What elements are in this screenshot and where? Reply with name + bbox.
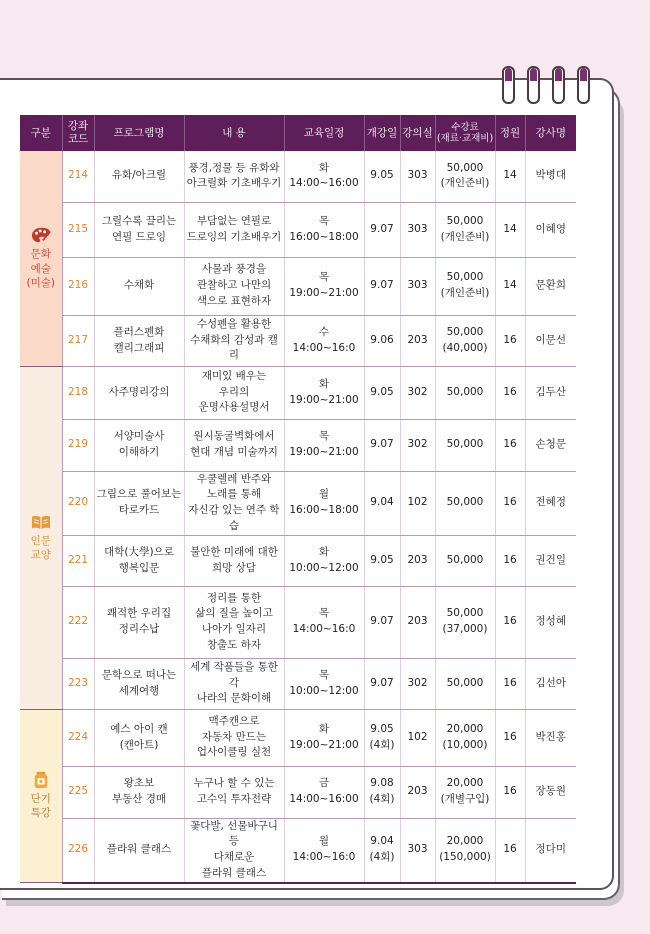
schedule-cell: 목 16:00~18:00 [284,202,364,257]
header-content: 내 용 [184,115,284,151]
room-cell: 302 [400,366,435,419]
schedule-cell: 화 19:00~21:00 [284,366,364,419]
start-date-cell: 9.04 [364,471,400,535]
program-name-cell: 대학(大學)으로 행복입문 [94,535,184,586]
palette-icon [22,226,60,244]
course-code-cell: 216 [62,257,94,315]
content-cell: 부담없는 연필로 드로잉의 기초배우기 [184,202,284,257]
schedule-cell: 수 14:00~16:0 [284,315,364,366]
content-cell: 꽃다발, 선물바구니 등 다채로운 플라워 클래스 [184,818,284,883]
instructor-cell: 손청문 [525,419,576,471]
start-date-cell: 9.06 [364,315,400,366]
program-name-cell: 그릴수록 끌리는 연필 드로잉 [94,202,184,257]
jar-icon [22,771,60,789]
room-cell: 203 [400,535,435,586]
program-name-cell: 플러스펜화 캘리그래피 [94,315,184,366]
table-row [20,471,576,535]
table-row [20,202,576,257]
course-code-cell: 214 [62,151,94,202]
capacity-cell: 16 [495,818,525,883]
content-cell: 수성펜을 활용한 수채화의 감성과 캘리 [184,315,284,366]
table-row [20,818,576,883]
schedule-cell: 화 19:00~21:00 [284,709,364,766]
fee-cell: 50,000 (40,000) [435,315,495,366]
content-cell: 사물과 풍경을 관찰하고 나만의 색으로 표현하자 [184,257,284,315]
instructor-cell: 장동원 [525,766,576,818]
fee-cell: 20,000 (150,000) [435,818,495,883]
table-row [20,151,576,202]
fee-cell: 50,000 [435,658,495,709]
capacity-cell: 16 [495,535,525,586]
content-cell: 풍경,정물 등 유화와 아크릴화 기초배우기 [184,151,284,202]
course-code-cell: 224 [62,709,94,766]
fee-cell: 50,000 (37,000) [435,586,495,658]
course-code-cell: 217 [62,315,94,366]
course-code-cell: 226 [62,818,94,883]
schedule-cell: 목 14:00~16:0 [284,586,364,658]
category-label: 인문 교양 [30,534,51,561]
category-label: 단기 특강 [30,793,51,820]
schedule-cell: 화 10:00~12:00 [284,535,364,586]
fee-cell: 50,000 [435,471,495,535]
table-row [20,257,576,315]
program-name-cell: 유화/아크릴 [94,151,184,202]
table-row [20,366,576,419]
program-name-cell: 사주명리강의 [94,366,184,419]
room-cell: 203 [400,766,435,818]
table-row [20,419,576,471]
fee-cell: 50,000 (개인준비) [435,151,495,202]
capacity-cell: 16 [495,709,525,766]
schedule-cell: 목 19:00~21:00 [284,419,364,471]
start-date-cell: 9.08 (4회) [364,766,400,818]
room-cell: 303 [400,151,435,202]
start-date-cell: 9.05 [364,535,400,586]
binder-ring-icon [527,66,540,104]
header-schedule: 교육일정 [284,115,364,151]
table-row [20,535,576,586]
start-date-cell: 9.07 [364,257,400,315]
category-cell [20,366,62,709]
header-instructor: 강사명 [525,115,576,151]
instructor-cell: 이문선 [525,315,576,366]
table-row [20,766,576,818]
instructor-cell: 정성혜 [525,586,576,658]
capacity-cell: 16 [495,586,525,658]
room-cell: 303 [400,257,435,315]
header-course-code: 강좌 코드 [62,115,94,151]
capacity-cell: 16 [495,366,525,419]
start-date-cell: 9.07 [364,586,400,658]
header-category: 구분 [20,115,62,151]
content-cell: 재미있 배우는 우리의 운명사용설명서 [184,366,284,419]
instructor-cell: 박진홍 [525,709,576,766]
content-cell: 세계 작품들을 통한 각 나라의 문화이해 [184,658,284,709]
instructor-cell: 박병대 [525,151,576,202]
program-name-cell: 수채화 [94,257,184,315]
room-cell: 203 [400,586,435,658]
schedule-cell: 월 16:00~18:00 [284,471,364,535]
content-cell: 원시동굴벽화에서 현대 개념 미술까지 [184,419,284,471]
capacity-cell: 16 [495,471,525,535]
instructor-cell: 권건일 [525,535,576,586]
schedule-cell: 목 19:00~21:00 [284,257,364,315]
fee-cell: 20,000 (10,000) [435,709,495,766]
fee-cell: 20,000 (개별구입) [435,766,495,818]
fee-cell: 50,000 [435,419,495,471]
binder-ring-icon [552,66,565,104]
instructor-cell: 김선아 [525,658,576,709]
header-start-date: 개강일 [364,115,400,151]
table-row [20,709,576,766]
header-program-name: 프로그램명 [94,115,184,151]
table-row [20,586,576,658]
capacity-cell: 16 [495,419,525,471]
content-cell: 맥주캔으로 자동차 만드는 업사이클링 실천 [184,709,284,766]
instructor-cell: 이혜영 [525,202,576,257]
program-name-cell: 그림으로 풀어보는 타로카드 [94,471,184,535]
course-code-cell: 223 [62,658,94,709]
open-book-icon [22,513,60,531]
capacity-cell: 14 [495,257,525,315]
capacity-cell: 14 [495,151,525,202]
content-cell: 누구나 할 수 있는 고수익 투자전략 [184,766,284,818]
start-date-cell: 9.07 [364,419,400,471]
course-code-cell: 218 [62,366,94,419]
room-cell: 302 [400,658,435,709]
content-cell: 우쿨렐레 반주와 노래를 통해 자신감 있는 연주 학습 [184,471,284,535]
table-row [20,315,576,366]
schedule-cell: 화 14:00~16:00 [284,151,364,202]
binder-ring-icon [502,66,515,104]
start-date-cell: 9.07 [364,202,400,257]
schedule-cell: 목 10:00~12:00 [284,658,364,709]
room-cell: 102 [400,709,435,766]
course-code-cell: 215 [62,202,94,257]
content-cell: 정리를 통한 삶의 질을 높이고 나아가 일자리 창출도 하자 [184,586,284,658]
course-code-cell: 221 [62,535,94,586]
instructor-cell: 전혜정 [525,471,576,535]
room-cell: 102 [400,471,435,535]
room-cell: 302 [400,419,435,471]
program-name-cell: 플라워 클래스 [94,818,184,883]
start-date-cell: 9.05 [364,366,400,419]
schedule-cell: 월 14:00~16:0 [284,818,364,883]
start-date-cell: 9.07 [364,658,400,709]
room-cell: 303 [400,202,435,257]
start-date-cell: 9.05 [364,151,400,202]
capacity-cell: 16 [495,766,525,818]
program-name-cell: 쾌적한 우리집 정리수납 [94,586,184,658]
schedule-cell: 금 14:00~16:00 [284,766,364,818]
room-cell: 303 [400,818,435,883]
category-label: 문화 예술 (미술) [26,248,55,289]
instructor-cell: 김두산 [525,366,576,419]
capacity-cell: 16 [495,658,525,709]
capacity-cell: 16 [495,315,525,366]
program-name-cell: 문학으로 떠나는 세계여행 [94,658,184,709]
header-room: 강의실 [400,115,435,151]
start-date-cell: 9.04 (4회) [364,818,400,883]
table-header-row [20,115,576,151]
content-cell: 불안한 미래에 대한 희망 상담 [184,535,284,586]
table-row [20,658,576,709]
start-date-cell: 9.05 (4회) [364,709,400,766]
category-cell [20,151,62,366]
fee-cell: 50,000 (개인준비) [435,257,495,315]
course-table [20,115,576,884]
course-code-cell: 220 [62,471,94,535]
room-cell: 203 [400,315,435,366]
course-code-cell: 222 [62,586,94,658]
fee-cell: 50,000 (개인준비) [435,202,495,257]
fee-cell: 50,000 [435,535,495,586]
header-fee: 수강료 (재료·교재비) [435,115,495,151]
binder-ring-icon [577,66,590,104]
fee-cell: 50,000 [435,366,495,419]
capacity-cell: 14 [495,202,525,257]
course-code-cell: 225 [62,766,94,818]
instructor-cell: 정다미 [525,818,576,883]
program-name-cell: 왕초보 부동산 경매 [94,766,184,818]
category-cell [20,709,62,883]
instructor-cell: 문환희 [525,257,576,315]
header-capacity: 정원 [495,115,525,151]
program-name-cell: 서양미술사 이해하기 [94,419,184,471]
program-name-cell: 예스 아이 캔 (캔아트) [94,709,184,766]
course-code-cell: 219 [62,419,94,471]
